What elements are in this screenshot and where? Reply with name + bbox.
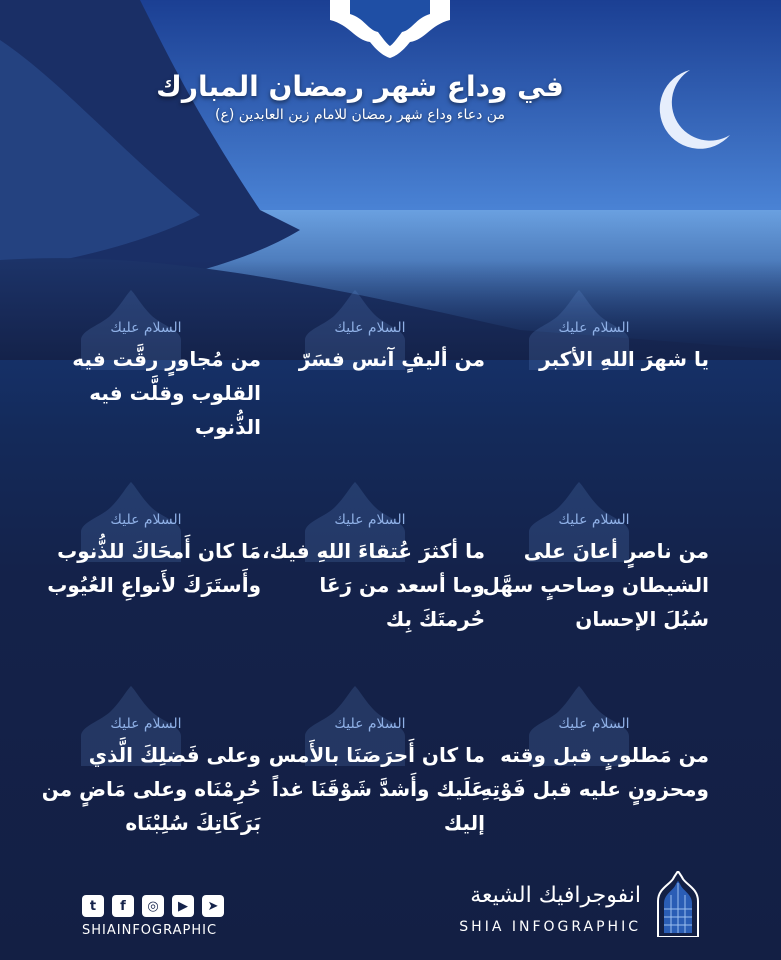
salutation-cell [255, 716, 485, 840]
salutation-cell [31, 716, 261, 840]
greeting-label: السلام عليك [558, 320, 630, 336]
youtube-icon[interactable]: ▶ [172, 895, 194, 917]
salutation-text: من ناصرٍ أعانَ على الشيطان وصاحبٍ سهَّل سُبُلَ الإحسان [482, 539, 709, 631]
salutation-cell [255, 512, 485, 636]
page-title: في وداع شهر رمضان المبارك [156, 70, 564, 103]
greeting-label: السلام عليك [110, 716, 182, 732]
greeting-label: السلام عليك [110, 320, 182, 336]
instagram-icon[interactable]: ◎ [142, 895, 164, 917]
salutation-text: ما أكثرَ عُتقاءَ اللهِ فيك، وما أسعد من رَعَا حُرمتَكَ بِك [262, 539, 485, 631]
salutation-cell [479, 512, 709, 636]
brand-name-english: SHIA INFOGRAPHIC [459, 919, 641, 935]
brand-name-arabic: انفوجرافيك الشيعة [470, 883, 641, 908]
page-subtitle: من دعاء وداع شهر رمضان للامام زين العابدين (ع) [215, 107, 505, 123]
salutation-text: مَا كان أَمحَاكَ للذُّنوب وأَستَرَكَ لأَنواعِ العُيُوب [47, 539, 261, 597]
social-handle[interactable]: SHIAINFOGRAPHIC [82, 923, 218, 938]
greeting-label: السلام عليك [558, 512, 630, 528]
salutation-text: من أليفٍ آنس فسَرّ [298, 347, 485, 371]
social-icons [82, 895, 224, 917]
salutation-cell [31, 320, 261, 444]
salutation-text: يا شهرَ اللهِ الأكبر [539, 347, 709, 371]
salutation-cell [479, 320, 709, 376]
greeting-label: السلام عليك [558, 716, 630, 732]
salutation-text: من مُجاورٍ رقَّت فيه القلوب وقلَّت فيه الذُّنوب [72, 347, 261, 439]
greeting-label: السلام عليك [334, 512, 406, 528]
telegram-icon[interactable]: ➤ [202, 895, 224, 917]
footer [0, 865, 781, 960]
greeting-label: السلام عليك [334, 716, 406, 732]
twitter-icon[interactable]: t [82, 895, 104, 917]
salutation-cell [479, 716, 709, 806]
header [150, 70, 570, 123]
facebook-icon[interactable]: f [112, 895, 134, 917]
mosque-window-logo-icon [655, 871, 701, 937]
greeting-label: السلام عليك [110, 512, 182, 528]
greeting-label: السلام عليك [334, 320, 406, 336]
salutation-cell [255, 320, 485, 376]
top-ornament-icon [330, 0, 450, 58]
salutation-cell [31, 512, 261, 602]
salutation-text: ما كان أَحرَصَنَا بالأَمس عَلَيك وأَشدَّ شَوْقَنَا غداً إليك [268, 743, 485, 835]
salutation-text: وعلى فَضلِكَ الَّذي حُرِمْنَاه وعلى مَاضٍ من بَرَكَاتِكَ سُلِبْنَاه [41, 743, 261, 835]
salutation-text: من مَطلوبٍ قبل وقته ومحزونٍ عليه قبل فَوْتِهِ [480, 743, 709, 801]
